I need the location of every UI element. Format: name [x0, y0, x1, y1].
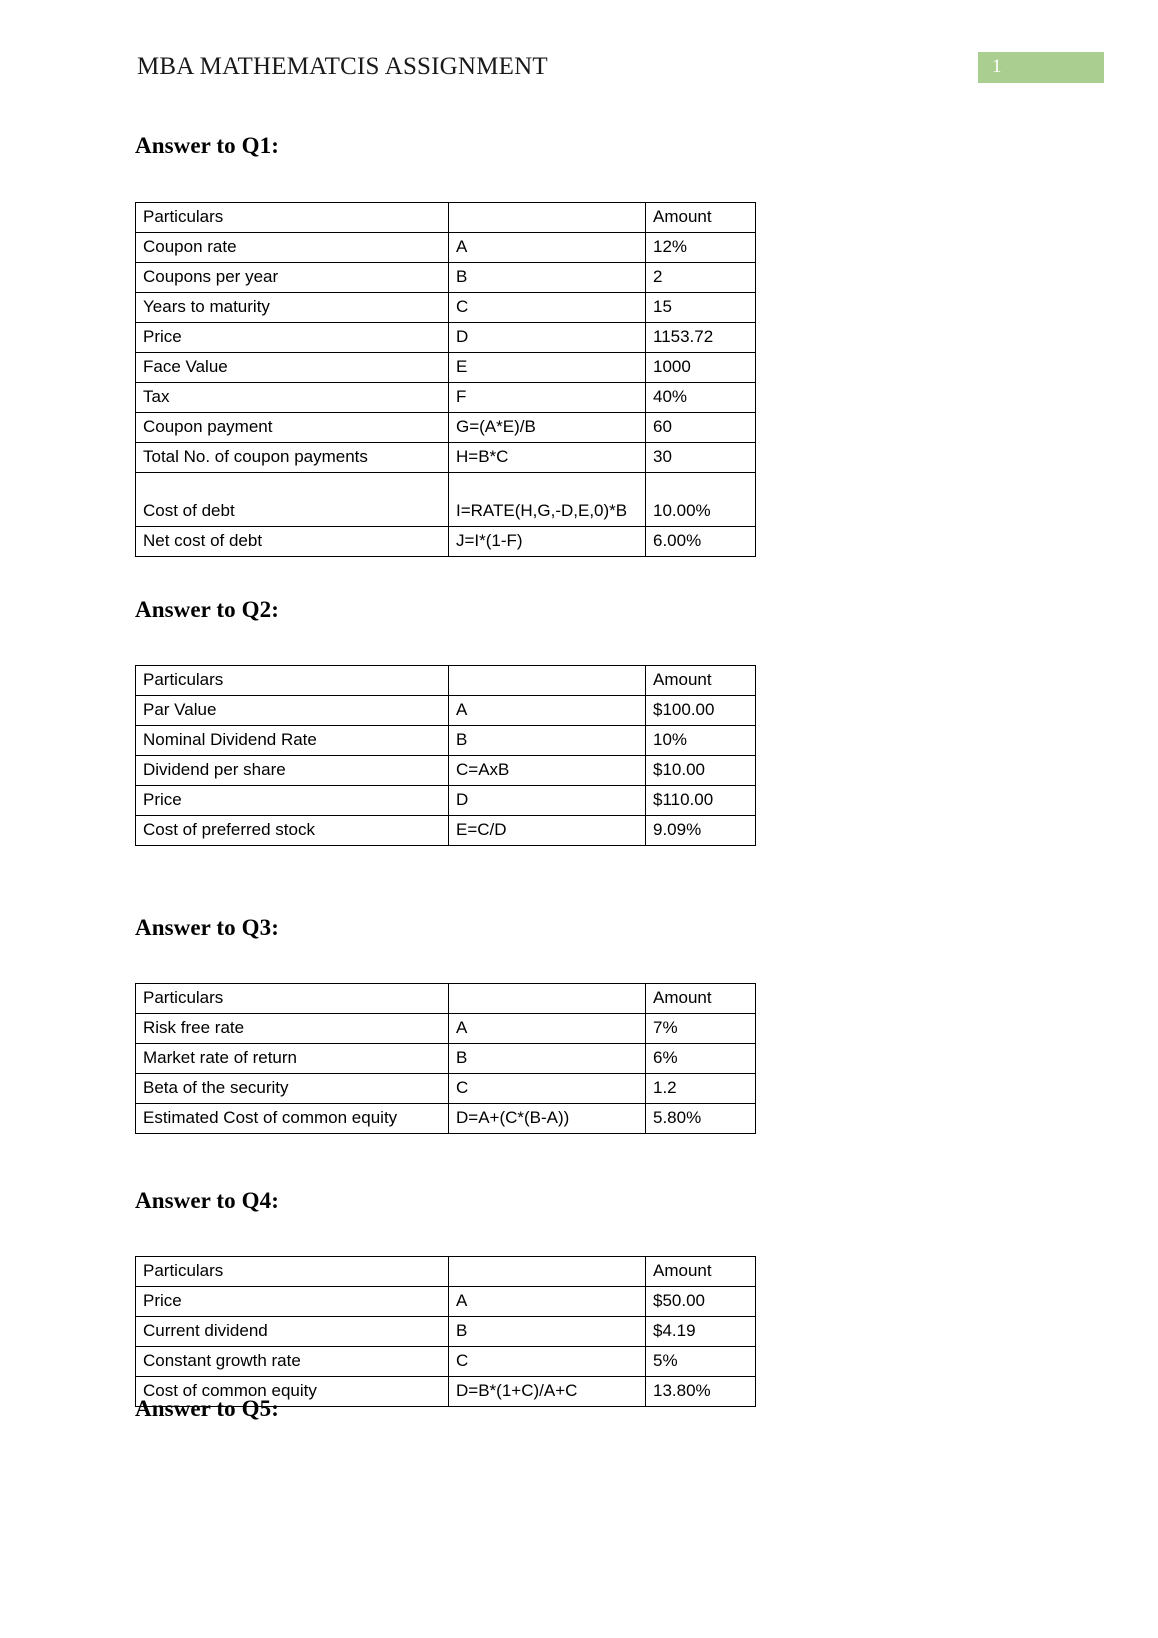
- column-header-particulars: Particulars: [136, 1257, 449, 1287]
- table-row: [136, 293, 756, 323]
- cell-symbol: E: [449, 353, 646, 383]
- table-header-row: [136, 1257, 756, 1287]
- table-q4-body: [136, 1257, 756, 1407]
- column-header-particulars: Particulars: [136, 984, 449, 1014]
- cell-symbol: J=I*(1-F): [449, 527, 646, 557]
- answer-heading-q5: Answer to Q5:: [135, 1396, 279, 1421]
- cell-symbol: C=AxB: [449, 756, 646, 786]
- cell-amount: 1000: [646, 353, 756, 383]
- cell-symbol: A: [449, 233, 646, 263]
- table-row: [136, 1104, 756, 1134]
- cell-particulars: Par Value: [136, 696, 449, 726]
- cell-particulars: Net cost of debt: [136, 527, 449, 557]
- cell-particulars: Dividend per share: [136, 756, 449, 786]
- cell-particulars: Nominal Dividend Rate: [136, 726, 449, 756]
- table-header-row: [136, 203, 756, 233]
- table-header-row: [136, 666, 756, 696]
- table-row: [136, 1044, 756, 1074]
- cell-amount: 13.80%: [646, 1377, 756, 1407]
- cell-particulars: Coupon rate: [136, 233, 449, 263]
- table-row: [136, 233, 756, 263]
- cell-amount: 60: [646, 413, 756, 443]
- answer-heading-q3: Answer to Q3:: [135, 915, 279, 940]
- cell-particulars: Constant growth rate: [136, 1347, 449, 1377]
- cell-particulars: Cost of preferred stock: [136, 816, 449, 846]
- cell-particulars: Face Value: [136, 353, 449, 383]
- page-number-text: 1: [992, 56, 1002, 77]
- cell-particulars: Cost of debt: [136, 473, 449, 527]
- cell-symbol: D: [449, 323, 646, 353]
- header-title: MBA MATHEMATCIS ASSIGNMENT: [137, 53, 548, 80]
- column-header-symbol: [449, 666, 646, 696]
- cell-amount: 1153.72: [646, 323, 756, 353]
- cell-amount: 12%: [646, 233, 756, 263]
- cell-particulars: Estimated Cost of common equity: [136, 1104, 449, 1134]
- table-row: [136, 413, 756, 443]
- cell-particulars: Coupon payment: [136, 413, 449, 443]
- column-header-amount: Amount: [646, 666, 756, 696]
- answer-heading-q4: Answer to Q4:: [135, 1188, 279, 1213]
- cell-particulars: Price: [136, 323, 449, 353]
- cell-symbol: F: [449, 383, 646, 413]
- document-header: [0, 0, 1158, 100]
- cell-symbol: C: [449, 293, 646, 323]
- cell-amount: 9.09%: [646, 816, 756, 846]
- page-number-badge: [978, 52, 1104, 83]
- cell-amount: 6%: [646, 1044, 756, 1074]
- cell-symbol: I=RATE(H,G,-D,E,0)*B: [449, 473, 646, 527]
- cell-particulars: Tax: [136, 383, 449, 413]
- column-header-particulars: Particulars: [136, 203, 449, 233]
- table-row: [136, 263, 756, 293]
- cell-particulars: Beta of the security: [136, 1074, 449, 1104]
- table-row: [136, 756, 756, 786]
- cell-symbol: A: [449, 696, 646, 726]
- cell-symbol: D: [449, 786, 646, 816]
- table-row: [136, 726, 756, 756]
- cell-particulars: Market rate of return: [136, 1044, 449, 1074]
- cell-symbol: D=A+(C*(B-A)): [449, 1104, 646, 1134]
- table-row: [136, 353, 756, 383]
- cell-amount: 6.00%: [646, 527, 756, 557]
- cell-amount: $110.00: [646, 786, 756, 816]
- cell-amount: 2: [646, 263, 756, 293]
- cell-amount: $4.19: [646, 1317, 756, 1347]
- cell-particulars: Years to maturity: [136, 293, 449, 323]
- cell-amount: 10.00%: [646, 473, 756, 527]
- cell-symbol: B: [449, 1317, 646, 1347]
- cell-particulars: Cost of common equity: [136, 1377, 449, 1407]
- cell-symbol: B: [449, 263, 646, 293]
- cell-amount: 5.80%: [646, 1104, 756, 1134]
- table-q1: [135, 202, 756, 557]
- column-header-symbol: [449, 984, 646, 1014]
- table-row: [136, 816, 756, 846]
- table-row: [136, 1074, 756, 1104]
- cell-amount: 40%: [646, 383, 756, 413]
- table-row: [136, 1014, 756, 1044]
- table-row: [136, 696, 756, 726]
- table-row: [136, 1347, 756, 1377]
- table-row: [136, 786, 756, 816]
- cell-particulars: Current dividend: [136, 1317, 449, 1347]
- cell-amount: 7%: [646, 1014, 756, 1044]
- cell-amount: 5%: [646, 1347, 756, 1377]
- column-header-symbol: [449, 1257, 646, 1287]
- column-header-amount: Amount: [646, 1257, 756, 1287]
- cell-symbol: C: [449, 1347, 646, 1377]
- cell-symbol: E=C/D: [449, 816, 646, 846]
- cell-particulars: Total No. of coupon payments: [136, 443, 449, 473]
- cell-particulars: Coupons per year: [136, 263, 449, 293]
- table-q3: [135, 983, 756, 1134]
- cell-particulars: Risk free rate: [136, 1014, 449, 1044]
- cell-symbol: G=(A*E)/B: [449, 413, 646, 443]
- cell-particulars: Price: [136, 1287, 449, 1317]
- cell-amount: $10.00: [646, 756, 756, 786]
- cell-amount: $50.00: [646, 1287, 756, 1317]
- table-header-row: [136, 984, 756, 1014]
- column-header-amount: Amount: [646, 984, 756, 1014]
- table-row: [136, 323, 756, 353]
- cell-symbol: H=B*C: [449, 443, 646, 473]
- table-row: [136, 443, 756, 473]
- cell-symbol: D=B*(1+C)/A+C: [449, 1377, 646, 1407]
- cell-symbol: A: [449, 1014, 646, 1044]
- cell-symbol: A: [449, 1287, 646, 1317]
- column-header-symbol: [449, 203, 646, 233]
- cell-amount: 1.2: [646, 1074, 756, 1104]
- cell-amount: 10%: [646, 726, 756, 756]
- cell-symbol: B: [449, 1044, 646, 1074]
- table-row: [136, 1317, 756, 1347]
- table-q2-body: [136, 666, 756, 846]
- table-row: [136, 473, 756, 527]
- cell-amount: $100.00: [646, 696, 756, 726]
- cell-symbol: B: [449, 726, 646, 756]
- column-header-particulars: Particulars: [136, 666, 449, 696]
- table-row: [136, 527, 756, 557]
- cell-amount: 15: [646, 293, 756, 323]
- answer-heading-q2: Answer to Q2:: [135, 597, 279, 622]
- table-row: [136, 383, 756, 413]
- answer-heading-q1: Answer to Q1:: [135, 133, 279, 158]
- table-q3-body: [136, 984, 756, 1134]
- column-header-amount: Amount: [646, 203, 756, 233]
- cell-particulars: Price: [136, 786, 449, 816]
- table-q1-body: [136, 203, 756, 557]
- table-row: [136, 1287, 756, 1317]
- cell-amount: 30: [646, 443, 756, 473]
- table-q4: [135, 1256, 756, 1407]
- table-q2: [135, 665, 756, 846]
- cell-symbol: C: [449, 1074, 646, 1104]
